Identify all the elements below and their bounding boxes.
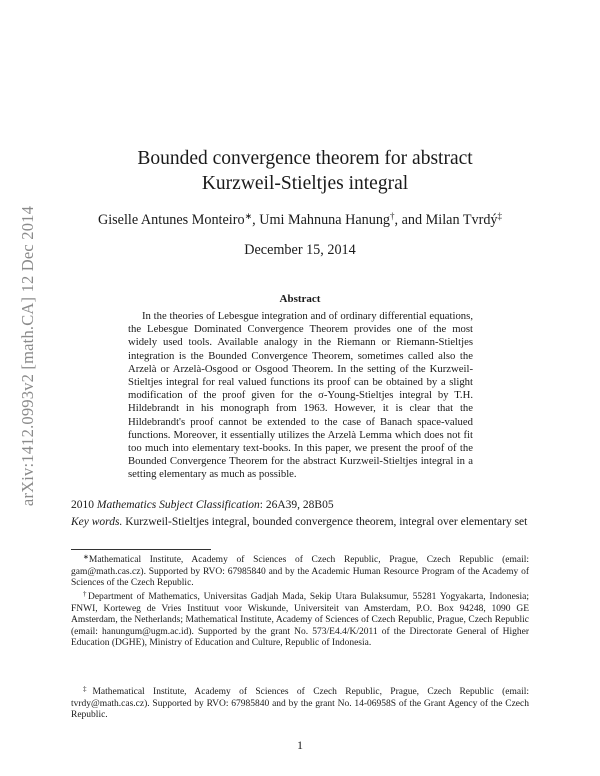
footnote-mark[interactable]: ∗ bbox=[244, 211, 253, 221]
author-name: Giselle Antunes Monteiro bbox=[97, 212, 245, 228]
msc-classification bbox=[71, 498, 531, 512]
msc-codes: : 26A39, 28B05 bbox=[259, 499, 334, 511]
title-line-2: Kurzweil-Stieltjes integral bbox=[201, 173, 409, 194]
footnote-3-text: Mathematical Institute, Academy of Sciences of Czech Republic, Prague, Czech Republic (email: tvrdy@math.cas.cz). Supported by RVO: 67985840 and by the grant No. 14-06958S of the Grant Agency of the Czech Republic. bbox=[71, 687, 529, 721]
footnote-2-text: Department of Mathematics, Universitas Gadjah Mada, Sekip Utara Bulaksumur, 55281 Yogyakarta, Indonesia; FNWI, Korteweg de Vries Instituut voor Wiskunde, Universiteit van Amsterdam, P.O. Box 94248, 1090 GE Amsterdam, the Netherlands; Mathematical Institute, Academy of Sciences of Czech Republic, Prague, Czech Republic (email: hanungum@ugm.ac.id). Supported by the grant No. 573/E4.4/K/2011 of the Directorate General of Higher Education (DGHE), Ministry of Education and Culture, Republic of Indonesia. bbox=[71, 592, 529, 649]
title-line-1: Bounded convergence theorem for abstract bbox=[137, 148, 473, 169]
page-number: 1 bbox=[297, 738, 303, 752]
keywords-label: Key words. bbox=[71, 516, 123, 528]
footnote-1-text: Mathematical Institute, Academy of Sciences of Czech Republic, Prague, Czech Republic (email: gam@math.cas.cz). Supported by RVO: 67985840 and by the Academic Human Resource Program of the Academy of Sciences of the Czech Republic. bbox=[71, 555, 529, 589]
keywords-list: Kurzweil-Stieltjes integral, bounded convergence theorem, integral over elementary set bbox=[122, 516, 528, 528]
msc-label: Mathematics Subject Classification bbox=[96, 499, 260, 511]
footnote-mark[interactable]: ‡ bbox=[497, 211, 503, 221]
footnote-1-mark: ∗ bbox=[83, 553, 89, 561]
paper-title bbox=[90, 146, 520, 196]
author-list bbox=[60, 211, 540, 229]
footnote-mark[interactable]: † bbox=[390, 211, 395, 221]
author-separator: , and bbox=[394, 212, 426, 228]
footnote-1 bbox=[71, 552, 529, 590]
abstract-heading: Abstract bbox=[279, 293, 321, 305]
footnote-2-mark: † bbox=[83, 590, 88, 598]
msc-year: 2010 bbox=[71, 499, 97, 511]
arxiv-identifier-text: arXiv:1412.0993v2 [math.CA] 12 Dec 2014 bbox=[18, 205, 37, 507]
footnote-2 bbox=[71, 589, 529, 650]
author-separator: , bbox=[252, 212, 260, 228]
keywords bbox=[71, 515, 531, 529]
abstract-text: In the theories of Lebesgue integration and of ordinary differential equations, the Lebesgue Dominated Convergence Theorem provides one of the most widely used tools. Available analogy in the Riemann or Riemann-Stieltjes integration is the Bounded Convergence Theorem, sometimes called also the Arzelà or Arzelà-Osgood or Osgood Theorem. In the setting of the Kurzweil-Stieltjes integral for real valued functions its proof can be obtained by a slight modification of the proof given for the σ-Young-Stieltjes integral by T.H. Hildebrandt in his monograph from 1963. However, it is clear that the Hildebrandt's proof cannot be extended to the case of Banach space-valued functions. Moreover, it essentially utilizes the Arzelà Lemma which does not fit too much into elementary text-books. In this paper, we present the proof of the Bounded Convergence Theorem for the abstract Kurzweil-Stieltjes integral in a setting elementary as much as possible. bbox=[128, 310, 473, 481]
arxiv-identifier bbox=[18, 176, 38, 536]
footnote-3 bbox=[71, 684, 529, 722]
author-name: Umi Mahnuna Hanung bbox=[259, 212, 391, 228]
author-name: Milan Tvrdý bbox=[425, 212, 498, 228]
footnote-3-mark: ‡ bbox=[83, 685, 93, 693]
publication-date: December 15, 2014 bbox=[244, 242, 356, 258]
footnote-divider bbox=[71, 549, 211, 550]
